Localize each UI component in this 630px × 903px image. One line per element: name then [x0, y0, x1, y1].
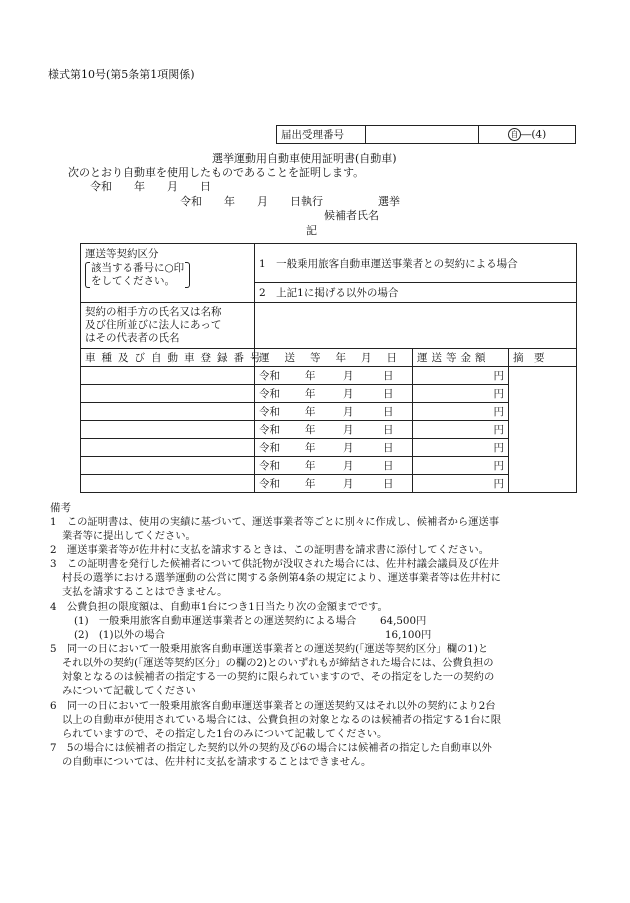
month-label: 月	[343, 442, 354, 454]
receipt-suffix: ―(4)	[520, 128, 547, 141]
table-row	[81, 475, 577, 493]
era-label: 令和	[259, 460, 280, 472]
party-line3: はその代表者の氏名	[85, 332, 180, 344]
note-4-2-label: (2) (1)以外の場合	[74, 629, 165, 641]
remarks-cell	[509, 367, 577, 493]
day-label: 日	[383, 478, 394, 490]
note-3b: 村長の選挙における選挙運動の公営に関する条例第4条の規定により、運送事業者等は佐井村に	[62, 572, 502, 584]
day-label: 日	[383, 388, 394, 400]
note-3c: 支払を請求することはできません。	[62, 586, 228, 598]
note-1b: 業者等に提出してください。	[62, 530, 196, 542]
month-label: 月	[343, 406, 354, 418]
date-cell	[255, 385, 413, 403]
notes-heading: 備考	[50, 502, 71, 514]
note-6a: 6 同一の日において一般乗用旅客自動車運送事業者との運送契約又はそれ以外の契約により2台	[50, 700, 496, 712]
era-label: 令和	[259, 370, 280, 382]
note-5b: それ以外の契約(「運送等契約区分」の欄の2)とのいずれもが締結された場合には、公費負担の	[62, 657, 494, 669]
receipt-number-box	[276, 125, 576, 144]
amount-cell: 円	[413, 457, 509, 475]
vehicle-cell	[81, 475, 255, 493]
receipt-spacer	[366, 126, 479, 144]
usage-table	[80, 243, 577, 493]
note-6c: られていますので、その指定した1台のみについて記載してください。	[62, 728, 388, 740]
day-label: 日	[383, 460, 394, 472]
amount-cell: 円	[413, 439, 509, 457]
instruction-line1: 該当する番号に○印	[91, 262, 185, 274]
column-vehicle: 車種及び自動車登録番号	[81, 349, 255, 367]
year-label: 年	[305, 388, 316, 400]
year-label: 年	[305, 460, 316, 472]
note-7b: の自動車については、佐井村に支払を請求することはできません。	[62, 756, 372, 768]
receipt-label: 届出受理番号	[277, 126, 366, 144]
note-4: 4 公費負担の限度額は、自動車1台につき1日当たり次の金額までです。	[50, 601, 388, 613]
date-cell	[255, 367, 413, 385]
era-label: 令和	[259, 442, 280, 454]
year-label: 年	[305, 424, 316, 436]
table-row	[81, 385, 577, 403]
month-label: 月	[343, 478, 354, 490]
note-7a: 7 5の場合には候補者の指定した契約以外の契約及び6の場合には候補者の指定した自動車以外	[50, 742, 492, 754]
party-line1: 契約の相手方の氏名又は名称	[85, 306, 222, 318]
election-line: 令和 年 月 日執行 選挙	[180, 195, 400, 208]
vehicle-cell	[81, 367, 255, 385]
column-remarks: 摘 要	[509, 349, 577, 367]
note-6b: 以上の自動車が使用されている場合には、公費負担の対象となるのは候補者の指定する1台に限	[62, 714, 502, 726]
year-label: 年	[305, 478, 316, 490]
party-line2: 及び住所並びに法人にあって	[85, 319, 222, 331]
month-label: 月	[343, 460, 354, 472]
contract-type-instruction	[85, 262, 190, 288]
receipt-value	[479, 126, 576, 144]
table-row	[81, 439, 577, 457]
amount-cell: 円	[413, 367, 509, 385]
contract-party-label	[81, 303, 255, 349]
contract-type-title: 運送等契約区分	[85, 248, 159, 260]
date-cell	[255, 439, 413, 457]
amount-cell: 円	[413, 385, 509, 403]
note-5d: みについて記載してください	[62, 685, 196, 697]
amount-cell: 円	[413, 475, 509, 493]
column-date: 運送等年月日	[255, 349, 413, 367]
vehicle-cell	[81, 403, 255, 421]
date-cell	[255, 421, 413, 439]
intro-text: 次のとおり自動車を使用したものであることを証明します。	[68, 166, 365, 179]
era-label: 令和	[259, 478, 280, 490]
month-label: 月	[343, 370, 354, 382]
day-label: 日	[383, 406, 394, 418]
table-row	[81, 457, 577, 475]
record-mark: 記	[306, 224, 317, 237]
amount-cell: 円	[413, 421, 509, 439]
table-row	[81, 367, 577, 385]
column-amount: 運送等金額	[413, 349, 509, 367]
contract-type-label	[81, 244, 255, 303]
contract-option-2: 2 上記1に掲げる以外の場合	[255, 283, 577, 303]
instruction-line2: をしてください。	[91, 275, 175, 287]
month-label: 月	[343, 424, 354, 436]
year-label: 年	[305, 442, 316, 454]
contract-party-value	[255, 303, 577, 349]
issue-date: 令和 年 月 日	[90, 180, 211, 193]
candidate-label: 候補者氏名	[324, 209, 379, 222]
vehicle-cell	[81, 385, 255, 403]
note-3a: 3 この証明書を発行した候補者について供託物が没収された場合には、佐井村議会議員及び佐井	[50, 558, 500, 570]
year-label: 年	[305, 370, 316, 382]
note-1a: 1 この証明書は、使用の実績に基づいて、運送事業者等ごとに別々に作成し、候補者から運送事	[50, 516, 500, 528]
table-row	[81, 421, 577, 439]
month-label: 月	[343, 388, 354, 400]
vehicle-cell	[81, 421, 255, 439]
day-label: 日	[383, 424, 394, 436]
vehicle-cell	[81, 457, 255, 475]
day-label: 日	[383, 370, 394, 382]
circled-char: 自	[508, 128, 521, 141]
date-cell	[255, 475, 413, 493]
note-5a: 5 同一の日において一般乗用旅客自動車運送事業者との運送契約(「運送等契約区分」欄の1)と	[50, 643, 489, 655]
date-cell	[255, 457, 413, 475]
form-id: 様式第10号(第5条第1項関係)	[48, 68, 195, 81]
era-label: 令和	[259, 424, 280, 436]
contract-option-1: 1 一般乗用旅客自動車運送事業者との契約による場合	[255, 244, 577, 283]
note-4-1-label: (1) 一般乗用旅客自動車運送事業者との運送契約による場合	[74, 615, 357, 627]
day-label: 日	[383, 442, 394, 454]
note-4-2-amount: 16,100円	[385, 629, 432, 641]
era-label: 令和	[259, 406, 280, 418]
date-cell	[255, 403, 413, 421]
note-4-1-amount: 64,500円	[380, 615, 427, 627]
note-2: 2 運送事業者等が佐井村に支払を請求するときは、この証明書を請求書に添付してください。	[50, 544, 490, 556]
document-title: 選挙運動用自動車使用証明書(自動車)	[212, 152, 397, 165]
table-row	[81, 403, 577, 421]
year-label: 年	[305, 406, 316, 418]
vehicle-cell	[81, 439, 255, 457]
era-label: 令和	[259, 388, 280, 400]
amount-cell: 円	[413, 403, 509, 421]
note-5c: 対象となるのは候補者の指定する一の契約に限られていますので、その指定をした一の契約の	[62, 671, 495, 683]
